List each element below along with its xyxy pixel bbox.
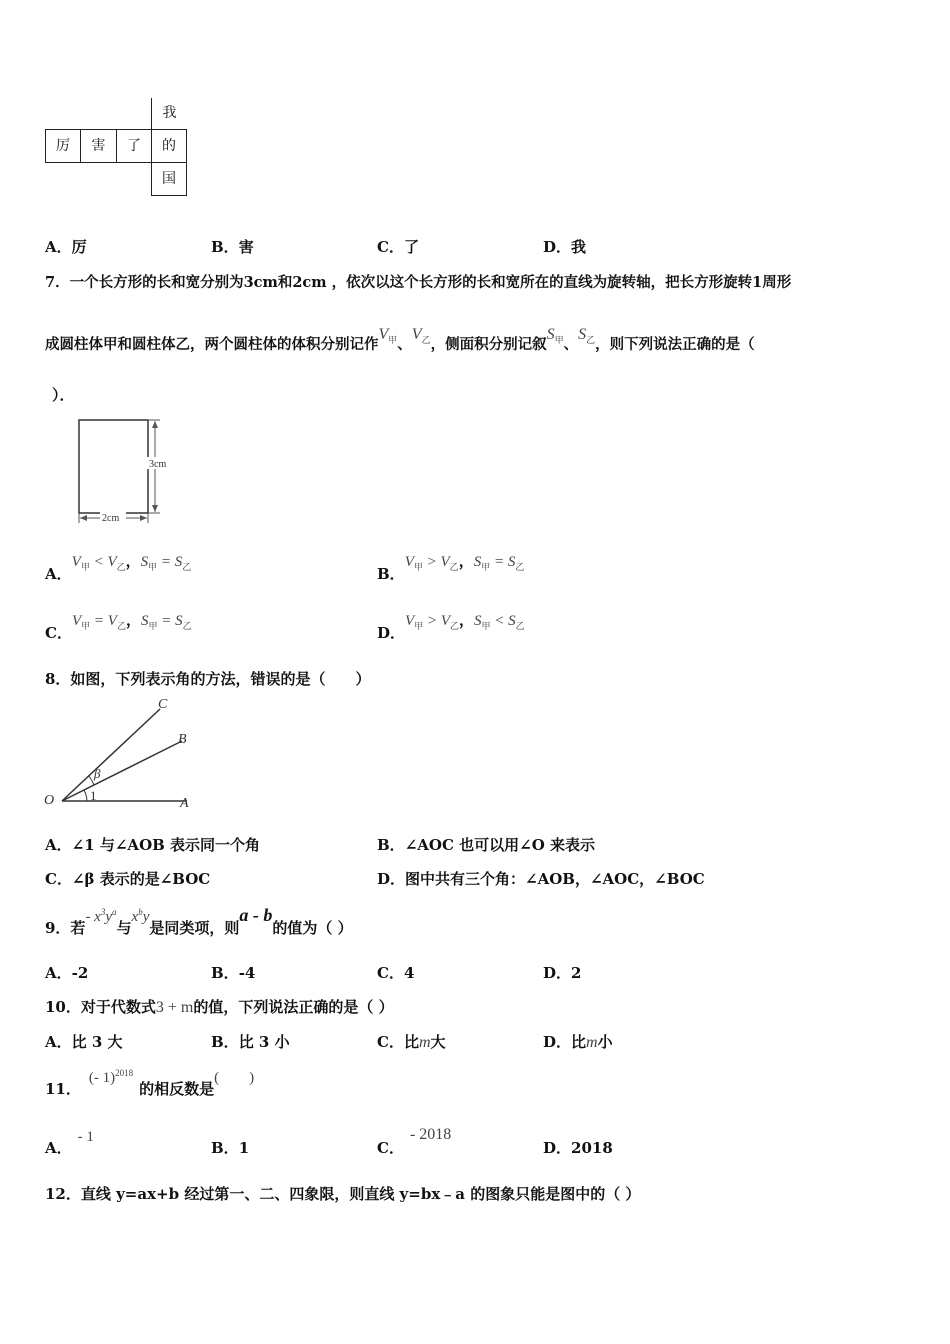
q8-option-d[interactable]: D．图中共有三个角：∠AOB，∠AOC，∠BOC [377,870,705,888]
q11-option-d[interactable]: D．2018 [543,1139,613,1157]
q7-line2: 成圆柱体甲和圆柱体乙，两个圆柱体的体积分别记作$V_甲$、$V_乙$，侧面积分别记叙$S_甲$、$S_乙$，则下列说法正确的是（ [45,326,755,353]
q6-option-c[interactable]: C．了 [377,238,419,256]
label-c: C [158,697,168,712]
q11-option-c[interactable]: C．- 2018 [377,1126,452,1157]
height-label: 3cm [149,459,167,470]
q10-option-d[interactable]: D．比m小 [543,1033,613,1051]
q10-option-a[interactable]: A．比 3 大 [45,1033,123,1051]
q6-option-a[interactable]: A．厉 [45,238,87,256]
q8-option-c[interactable]: C．∠β 表示的是∠BOC [45,870,211,888]
q7-option-d[interactable]: D．$V_甲 > V_乙$，$S_甲 < S_乙$ [377,611,525,642]
q6-option-b[interactable]: B．害 [211,238,254,256]
q7-option-a[interactable]: A．$V_甲 < V_乙$，$S_甲 = S_乙$ [45,552,192,583]
q7-option-c[interactable]: C．$V_甲 = V_乙$，$S_甲 = S_乙$ [45,611,192,642]
ray-ob [62,741,182,801]
q11-question: 11．(- 1)$^{2018}$的相反数是( ) [45,1068,255,1098]
q9-question: 9．若- $x^3y^a$与$x^by$是同类项，则a - b的值为（ ） [45,905,353,937]
q12-title: 12．直线 y=ax+b 经过第一、二、四象限，则直线 y=bx﹣a 的图象只能是图中的（ ） [45,1185,641,1203]
label-b: B [178,732,187,747]
q8-angle-figure [42,694,202,814]
label-o: O [44,793,55,808]
q7-option-b[interactable]: B．$V_甲 > V_乙$，$S_甲 = S_乙$ [377,552,525,583]
q7-line1: 7．一个长方形的长和宽分别为3cm和2cm ，依次以这个长方形的长和宽所在的直线为旋转轴，把长方形旋转1周形 [45,274,792,291]
net-cell: 害 [80,129,117,163]
q9-option-a[interactable]: A．-2 [45,964,89,982]
q8-option-b[interactable]: B．∠AOC 也可以用∠O 来表示 [377,836,595,854]
q11-option-a[interactable]: A．- 1 [45,1129,94,1157]
net-cell: 国 [151,162,187,196]
q8-option-a[interactable]: A．∠1 与∠AOB 表示同一个角 [45,836,261,854]
width-label: 2cm [102,513,120,524]
rectangle [79,420,148,513]
ray-oc [62,709,160,801]
label-beta: β [94,766,101,781]
q10-option-c[interactable]: C．比m大 [377,1033,446,1051]
q6-option-d[interactable]: D．我 [543,238,587,256]
net-cell: 了 [116,129,152,163]
q10-option-b[interactable]: B．比 3 小 [211,1033,290,1051]
label-1: 1 [90,788,97,803]
q9-option-d[interactable]: D．2 [543,964,582,982]
q7-line3: ）． [52,386,75,404]
net-cell: 我 [151,98,187,130]
net-cell: 厉 [45,129,81,163]
q9-option-c[interactable]: C．4 [377,964,415,982]
q10-question: 10．对于代数式3 + m的值，下列说法正确的是（ ） [45,998,394,1016]
q8-title: 8．如图，下列表示角的方法，错误的是（ ） [45,670,371,688]
q7-rectangle-figure [70,415,180,530]
net-cell: 的 [151,129,187,163]
q11-option-b[interactable]: B．1 [211,1139,250,1157]
q9-option-b[interactable]: B．-4 [211,964,256,982]
label-a: A [180,796,189,811]
